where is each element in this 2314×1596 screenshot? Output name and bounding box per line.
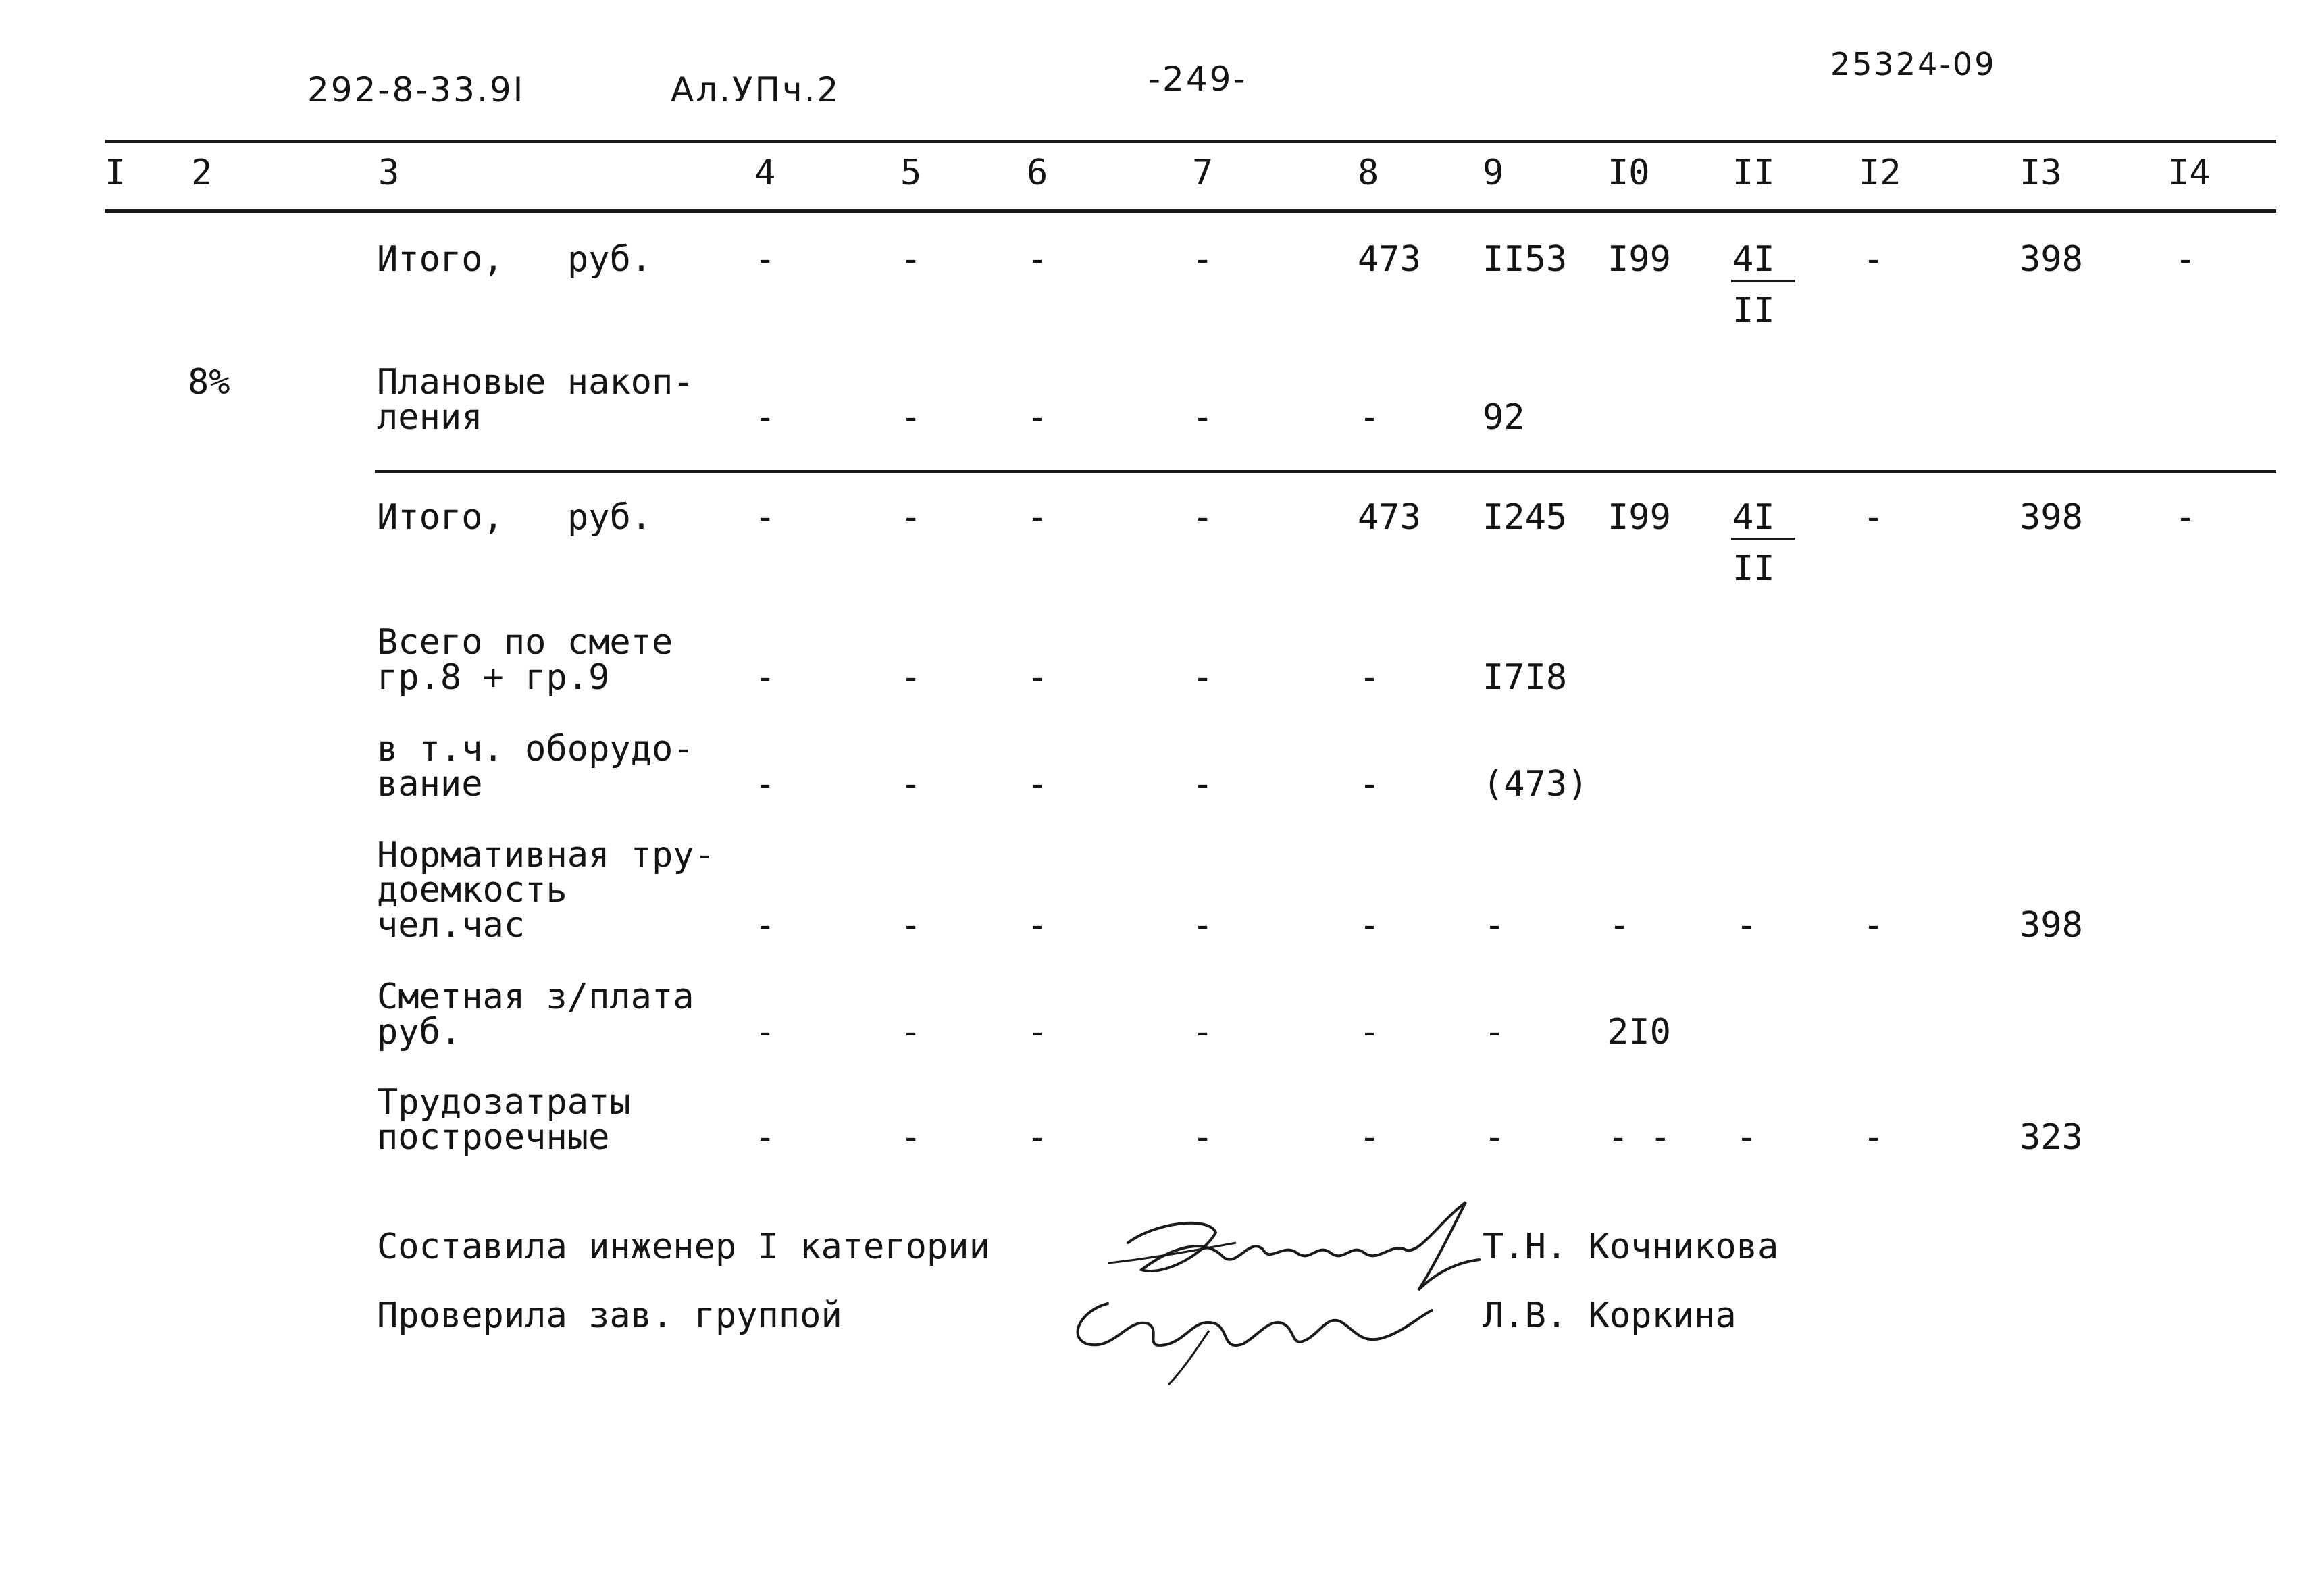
cell-col9: I7I8 [1483,657,1568,698]
col-header-1: I [105,153,126,193]
inventory-number: 25324-09 [1830,46,1997,82]
cell-col13: 323 [2020,1117,2083,1158]
cell-col7: - [1192,905,1214,946]
col-header-5: 5 [900,153,922,193]
cell-col6: - [1027,657,1048,698]
cell-col6: - [1027,497,1048,538]
cell-col6: - [1027,1117,1048,1158]
table-header-rule [105,209,2276,213]
col-header-8: 8 [1358,153,1379,193]
cell-col13: 398 [2020,497,2083,538]
cell-col6: - [1027,239,1048,280]
col-header-6: 6 [1027,153,1048,193]
cell-col8: 473 [1358,239,1421,280]
cell-col10: - [1609,905,1630,946]
cell-col4: - [754,239,776,280]
cell-col10: I99 [1608,497,1671,538]
cell-col11: - [1736,905,1757,946]
cell-col10: 2I0 [1608,1012,1671,1052]
cell-col10: I99 [1608,239,1671,280]
cell-col14: - [2175,497,2196,538]
cell-col5: - [900,764,922,804]
cell-col8: - [1359,764,1381,804]
row-label-line1: Плановые накоп- [377,362,694,403]
cell-col7: - [1192,1117,1214,1158]
cell-col5: - [900,497,922,538]
compiled-by-label: Составила инженер I категории [377,1227,990,1267]
cell-col4: - [754,905,776,946]
row-label-line1: Всего по смете [377,622,673,663]
col-header-7: 7 [1192,153,1214,193]
row-label-line1: Сметная з/плата [377,977,694,1017]
fraction-bar [1731,538,1795,540]
col-header-9: 9 [1483,153,1504,193]
col-header-13: I3 [2020,153,2062,193]
cell-col9: - [1484,1117,1506,1158]
cell-col11-denominator: II [1732,290,1775,331]
row-label-unit: руб. [567,239,652,280]
col-header-14: I4 [2168,153,2211,193]
cell-col4: - [754,397,776,438]
cell-col7: - [1192,397,1214,438]
cell-col12: - [1863,905,1884,946]
cell-col5: - [900,239,922,280]
row-label-line3: чел.час [377,905,525,946]
checked-by-label: Проверила зав. группой [377,1295,842,1336]
row-label-line1: в т.ч. оборудо- [377,729,694,769]
cell-col5: - [900,1012,922,1052]
checked-by-name: Л.В. Коркина [1483,1295,1737,1336]
percent-value: 8% [188,362,230,403]
cell-col7: - [1192,239,1214,280]
signature-korkina [1067,1277,1445,1391]
cell-col4: - [754,657,776,698]
cell-col4: - [754,764,776,804]
cell-col9: (473) [1483,764,1589,804]
row-label-line2: руб. [377,1012,462,1052]
cell-col14: - [2175,239,2196,280]
cell-col12: - [1863,497,1884,538]
row-label: Итого, [377,239,504,280]
subtotal-rule [375,470,2276,473]
cell-col9: I245 [1483,497,1568,538]
row-label-line2: гр.8 + гр.9 [377,657,610,698]
col-header-4: 4 [754,153,776,193]
cell-col12: - [1863,1117,1884,1158]
cell-col8: - [1359,1012,1381,1052]
cell-col9: - [1484,905,1506,946]
cell-col4: - [754,1012,776,1052]
cell-col5: - [900,905,922,946]
cell-col7: - [1192,497,1214,538]
col-header-11: II [1732,153,1775,193]
col-header-12: I2 [1859,153,1901,193]
row-label-line1: Нормативная тру- [377,835,715,875]
cell-col9: - [1484,1012,1506,1052]
cell-col11-numerator: 4I [1732,239,1775,280]
cell-col8: - [1359,905,1381,946]
cell-col11: - [1736,1117,1757,1158]
cell-col5: - [900,1117,922,1158]
cell-col6: - [1027,397,1048,438]
cell-col8: - [1359,1117,1381,1158]
cell-col6: - [1027,905,1048,946]
row-label-line2: построечные [377,1117,610,1158]
row-label-line2: доемкость [377,870,567,910]
col-header-2: 2 [191,153,213,193]
document-code: 292-8-33.9I [307,70,525,109]
cell-col5: - [900,657,922,698]
cell-col10: - - [1608,1117,1671,1158]
cell-col4: - [754,497,776,538]
fraction-bar [1731,280,1795,282]
cell-col11-numerator: 4I [1732,497,1775,538]
cell-col8: - [1359,657,1381,698]
cell-col5: - [900,397,922,438]
cell-col7: - [1192,657,1214,698]
col-header-3: 3 [378,153,400,193]
cell-col13: 398 [2020,239,2083,280]
row-label-line1: Трудозатраты [377,1082,631,1123]
page-number: -249- [1148,59,1248,99]
cell-col6: - [1027,1012,1048,1052]
cell-col4: - [754,1117,776,1158]
table-top-rule [105,140,2276,143]
row-label-unit: руб. [567,497,652,538]
compiled-by-name: Т.Н. Кочникова [1483,1227,1779,1267]
cell-col11-denominator: II [1732,548,1775,589]
row-label-line2: вание [377,764,483,804]
album-label: Ал.УПч.2 [671,70,841,109]
row-label: Итого, [377,497,504,538]
cell-col8: - [1359,397,1381,438]
col-header-10: I0 [1608,153,1650,193]
cell-col8: 473 [1358,497,1421,538]
cell-col7: - [1192,1012,1214,1052]
cell-col12: - [1863,239,1884,280]
row-label-line2: ления [377,397,483,438]
cell-col6: - [1027,764,1048,804]
cell-col13: 398 [2020,905,2083,946]
cell-col7: - [1192,764,1214,804]
cell-col9: 92 [1483,397,1525,438]
cell-col9: II53 [1483,239,1568,280]
